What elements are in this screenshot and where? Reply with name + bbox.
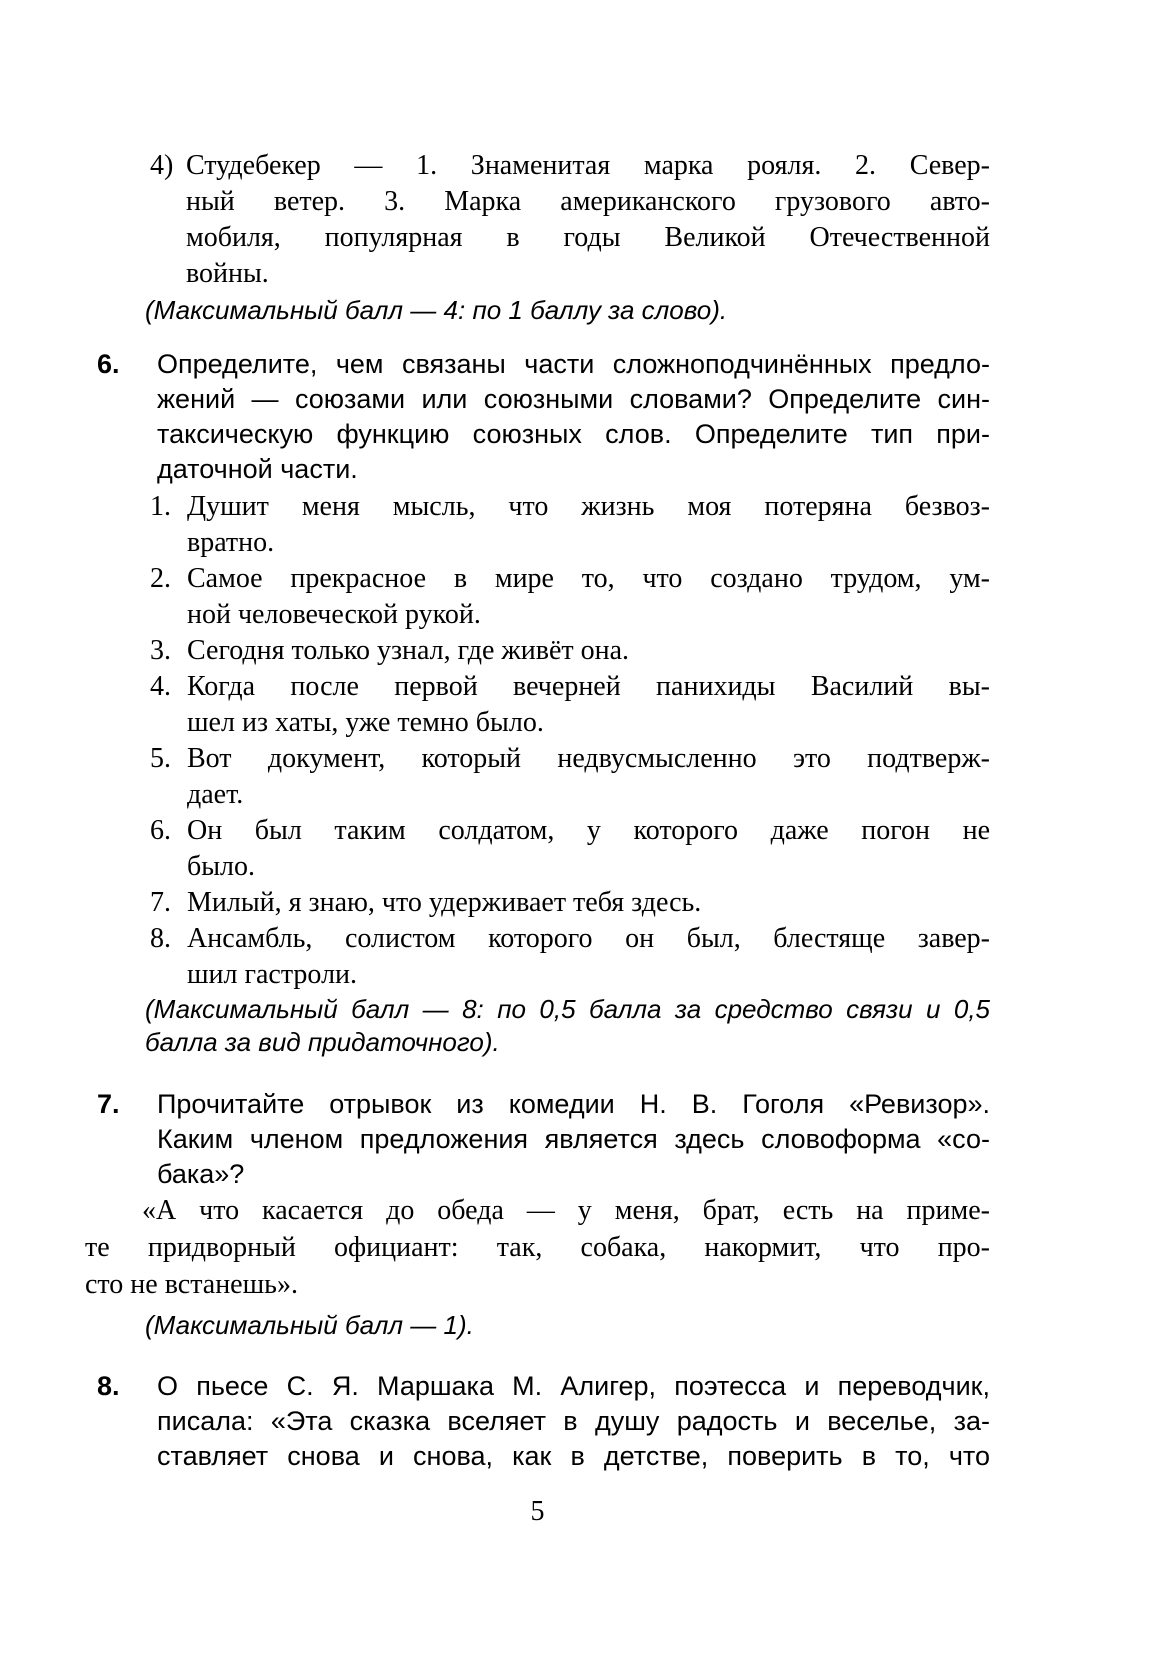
- list-item-text: [187, 669, 990, 741]
- list-item-text: [187, 813, 990, 885]
- list-item: [150, 561, 990, 633]
- text-line: дает.: [187, 779, 244, 810]
- text-line: Каким членом предложения является здесь словоформа «со-: [157, 1124, 990, 1154]
- task-6-sentence-list: [85, 489, 990, 993]
- dictionary-item-4: [85, 148, 990, 292]
- text-line: шел из хаты, уже темно было.: [187, 707, 544, 738]
- task-7-intro: [157, 1087, 990, 1192]
- item-4-text: [186, 148, 990, 292]
- list-item-number: 6.: [150, 815, 171, 846]
- score-note-task7: (Максимальный балл — 1).: [145, 1310, 474, 1340]
- list-item-number: 8.: [150, 923, 171, 954]
- text-line: те придворный официант: так, собака, накормит, что про-: [85, 1232, 990, 1263]
- text-line: Определите, чем связаны части сложноподчинённых предло-: [157, 349, 990, 379]
- list-item-number: 1.: [150, 491, 171, 522]
- text-line: ставляет снова и снова, как в детстве, поверить в то, что: [157, 1441, 990, 1471]
- text-line: Прочитайте отрывок из комедии Н. В. Гоголя «Ревизор».: [157, 1089, 990, 1119]
- task-8: [85, 1369, 990, 1474]
- text-line: Вот документ, который недвусмысленно это подтверж-: [187, 743, 990, 774]
- list-item-text: [187, 921, 990, 993]
- task-8-number: 8.: [97, 1371, 120, 1401]
- list-item: [150, 489, 990, 561]
- text-line: писала: «Эта сказка вселяет в душу радость и веселье, за-: [157, 1406, 990, 1436]
- list-item-text: [187, 885, 990, 921]
- score-note-item4: (Максимальный балл — 4: по 1 баллу за слово).: [145, 295, 728, 325]
- text-line: ный ветер. 3. Марка американского грузового авто-: [186, 186, 990, 217]
- text-line: войны.: [186, 258, 269, 289]
- list-item: [150, 669, 990, 741]
- text-line: мобиля, популярная в годы Великой Отечественной: [186, 222, 990, 253]
- task-8-intro: [157, 1369, 990, 1474]
- task-7-number: 7.: [97, 1089, 120, 1119]
- text-line: шил гастроли.: [187, 959, 358, 990]
- list-item-number: 7.: [150, 887, 171, 918]
- text-line: Студебекер — 1. Знаменитая марка рояля. 2. Север-: [186, 150, 990, 181]
- list-item-text: [187, 489, 990, 561]
- list-item: [150, 921, 990, 993]
- text-line: таксическую функцию союзных слов. Определите тип при-: [157, 419, 990, 449]
- text-line: бака»?: [157, 1159, 245, 1189]
- text-line: Он был таким солдатом, у которого даже погон не: [187, 815, 990, 846]
- list-item: [150, 885, 990, 921]
- list-item: [150, 741, 990, 813]
- text-line: «А что касается до обеда — у меня, брат, есть на приме-: [142, 1195, 990, 1226]
- item-4-marker: 4): [150, 150, 174, 181]
- text-line: Когда после первой вечерней панихиды Василий вы-: [187, 671, 990, 702]
- list-item-text: [187, 561, 990, 633]
- text-line: Самое прекрасное в мире то, что создано трудом, ум-: [187, 563, 990, 594]
- task-6-number: 6.: [97, 349, 120, 379]
- task-7: [85, 1087, 990, 1192]
- gogol-quote: [85, 1192, 990, 1303]
- text-line: Милый, я знаю, что удерживает тебя здесь.: [187, 887, 702, 918]
- text-line: жений — союзами или союзными словами? Определите син-: [157, 384, 990, 414]
- text-line: вратно.: [187, 527, 275, 558]
- text-line: Сегодня только узнал, где живёт она.: [187, 635, 630, 666]
- list-item-number: 2.: [150, 563, 171, 594]
- text-line: балла за вид придаточного).: [145, 1027, 500, 1057]
- list-item-text: [187, 741, 990, 813]
- list-item-text: [187, 633, 990, 669]
- list-item-number: 3.: [150, 635, 171, 666]
- list-item-number: 5.: [150, 743, 171, 774]
- text-line: (Максимальный балл — 8: по 0,5 балла за средство связи и 0,5: [145, 994, 990, 1024]
- text-line: О пьесе С. Я. Маршака М. Алигер, поэтесса и переводчик,: [157, 1371, 990, 1401]
- list-item-number: 4.: [150, 671, 171, 702]
- page-number: 5: [530, 1496, 545, 1527]
- list-item: [150, 633, 990, 669]
- score-note-task6: [85, 993, 990, 1059]
- text-line: ной человеческой рукой.: [187, 599, 481, 630]
- text-line: даточной части.: [157, 454, 358, 484]
- list-item: [150, 813, 990, 885]
- text-line: Душит меня мысль, что жизнь моя потеряна безвоз-: [187, 491, 990, 522]
- text-line: было.: [187, 851, 256, 882]
- task-6: [85, 347, 990, 487]
- page-content: [85, 148, 990, 1530]
- text-line: сто не встанешь».: [85, 1269, 298, 1300]
- text-line: Ансамбль, солистом которого он был, блестяще завер-: [187, 923, 990, 954]
- task-6-intro: [157, 347, 990, 487]
